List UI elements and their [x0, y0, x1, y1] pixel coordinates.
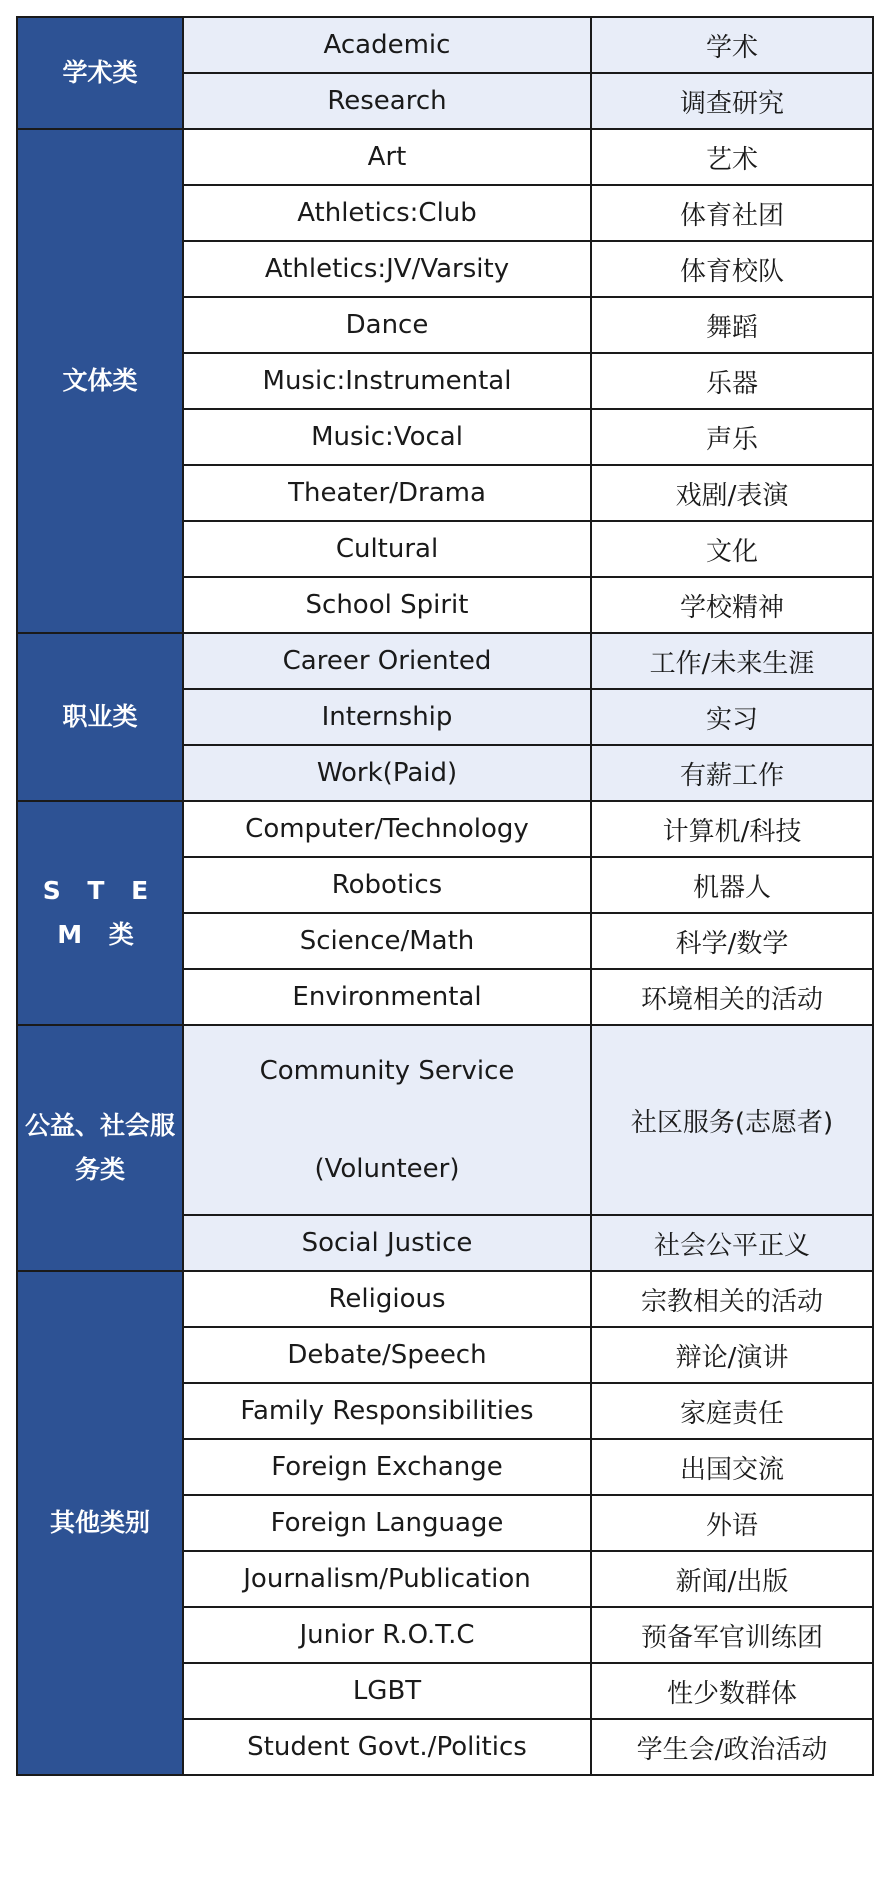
activity-chinese: 文化 [591, 521, 873, 577]
activity-english: Music:Instrumental [183, 353, 591, 409]
activity-chinese: 性少数群体 [591, 1663, 873, 1719]
activity-chinese: 计算机/科技 [591, 801, 873, 857]
activity-chinese: 机器人 [591, 857, 873, 913]
activity-english: Academic [183, 17, 591, 73]
activity-english: Social Justice [183, 1215, 591, 1271]
activity-chinese: 体育社团 [591, 185, 873, 241]
activity-chinese: 环境相关的活动 [591, 969, 873, 1025]
activity-category-table [16, 16, 874, 1776]
category-cell-stem: S T E M 类 [17, 801, 183, 1025]
activity-chinese: 学生会/政治活动 [591, 1719, 873, 1775]
activity-english: Journalism/Publication [183, 1551, 591, 1607]
activity-english: Religious [183, 1271, 591, 1327]
category-cell-public-service: 公益、社会服务类 [17, 1025, 183, 1271]
activity-chinese: 社会公平正义 [591, 1215, 873, 1271]
community-service-text [188, 1056, 586, 1184]
activity-english: Dance [183, 297, 591, 353]
activity-chinese: 有薪工作 [591, 745, 873, 801]
activity-english-line-1: Community Service [259, 1056, 515, 1086]
activity-english: School Spirit [183, 577, 591, 633]
activity-english: Debate/Speech [183, 1327, 591, 1383]
activity-english: Theater/Drama [183, 465, 591, 521]
activity-chinese: 辩论/演讲 [591, 1327, 873, 1383]
activity-chinese: 宗教相关的活动 [591, 1271, 873, 1327]
activity-english: Family Responsibilities [183, 1383, 591, 1439]
activity-chinese: 预备军官训练团 [591, 1607, 873, 1663]
activity-english: Research [183, 73, 591, 129]
activity-english: Music:Vocal [183, 409, 591, 465]
activity-english: Career Oriented [183, 633, 591, 689]
table-row [17, 17, 873, 73]
activity-chinese: 调查研究 [591, 73, 873, 129]
activity-english: Cultural [183, 521, 591, 577]
table-row [17, 801, 873, 857]
category-cell-other: 其他类别 [17, 1271, 183, 1775]
activity-chinese: 艺术 [591, 129, 873, 185]
activity-english: Internship [183, 689, 591, 745]
activity-chinese: 家庭责任 [591, 1383, 873, 1439]
activity-chinese: 实习 [591, 689, 873, 745]
activity-chinese: 外语 [591, 1495, 873, 1551]
activity-english: Junior R.O.T.C [183, 1607, 591, 1663]
table-row [17, 1025, 873, 1215]
activity-chinese: 社区服务(志愿者) [591, 1025, 873, 1215]
activity-english [183, 1025, 591, 1215]
activity-chinese: 学校精神 [591, 577, 873, 633]
activity-chinese: 体育校队 [591, 241, 873, 297]
activity-english: Computer/Technology [183, 801, 591, 857]
activity-english: Science/Math [183, 913, 591, 969]
activity-english: Foreign Exchange [183, 1439, 591, 1495]
activity-english: Student Govt./Politics [183, 1719, 591, 1775]
activity-chinese: 科学/数学 [591, 913, 873, 969]
activity-chinese: 乐器 [591, 353, 873, 409]
table-body [17, 17, 873, 1775]
table-row [17, 1271, 873, 1327]
table-row [17, 129, 873, 185]
category-cell-arts-sports: 文体类 [17, 129, 183, 633]
category-cell-academic: 学术类 [17, 17, 183, 129]
activity-chinese: 学术 [591, 17, 873, 73]
activity-english: Environmental [183, 969, 591, 1025]
activity-english: Art [183, 129, 591, 185]
activity-chinese: 声乐 [591, 409, 873, 465]
activity-chinese: 新闻/出版 [591, 1551, 873, 1607]
activity-english-line-2: (Volunteer) [314, 1154, 460, 1184]
activity-chinese: 舞蹈 [591, 297, 873, 353]
activity-chinese: 戏剧/表演 [591, 465, 873, 521]
activity-english: LGBT [183, 1663, 591, 1719]
category-cell-career: 职业类 [17, 633, 183, 801]
activity-category-table-container [16, 16, 872, 1776]
activity-english: Foreign Language [183, 1495, 591, 1551]
activity-english: Athletics:JV/Varsity [183, 241, 591, 297]
activity-english: Athletics:Club [183, 185, 591, 241]
activity-chinese: 工作/未来生涯 [591, 633, 873, 689]
activity-english: Work(Paid) [183, 745, 591, 801]
table-row [17, 633, 873, 689]
activity-chinese: 出国交流 [591, 1439, 873, 1495]
activity-english: Robotics [183, 857, 591, 913]
